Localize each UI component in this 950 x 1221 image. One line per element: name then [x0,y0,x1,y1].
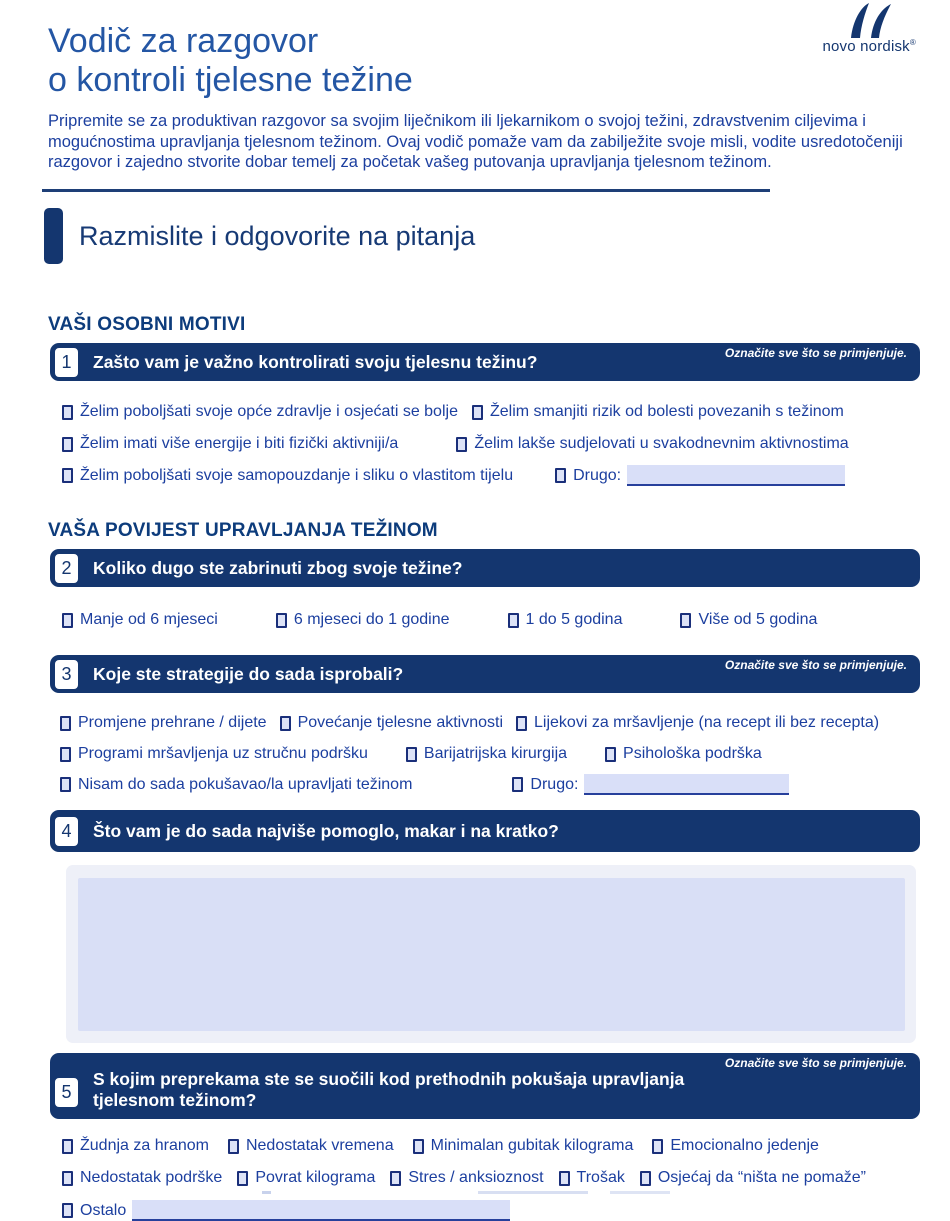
checkbox-icon[interactable] [60,716,71,731]
checkbox-icon[interactable] [559,1171,570,1186]
cutoff-artifact [478,1191,588,1194]
q5-options-row-2 [62,1169,930,1187]
novo-nordisk-logo [822,22,916,55]
q2-option-more-5-years[interactable]: Više od 5 godina [680,611,817,629]
section-accent-bar [44,208,63,264]
q1-option-more-energy[interactable]: Želim imati više energije i biti fizički aktivniji/a [62,435,398,453]
page-title [48,22,950,101]
q5-other-input[interactable] [132,1200,510,1221]
intro-paragraph: Pripremite se za produktivan razgovor sa svojim liječnikom ili ljekarnikom o svojoj težini, zdravstvenim ciljevima i mogućnostima upravljanja tjelesnom težinom. Ovaj vodič pomaže vam da zabilježite svoje misli, vodite usredotočeniji razgovor i zajedno stvorite dobar temelj za početak vašeg putovanja upravljanja tjelesnom težinom. [48,111,903,172]
q5-option-food-cravings[interactable]: Žudnja za hranom [62,1137,209,1155]
title-line-2: o kontroli tjelesne težine [48,61,413,100]
checkbox-icon[interactable] [276,613,287,628]
q1-other-input[interactable] [627,465,845,486]
checkbox-icon[interactable] [280,716,291,731]
question-1-text: Zašto vam je važno kontrolirati svoju tjelesnu težinu? [93,351,538,372]
q3-options-row-1 [60,714,930,732]
q1-option-general-health[interactable]: Želim poboljšati svoje opće zdravlje i osjećati se bolje [62,403,458,421]
q1-option-self-confidence[interactable]: Želim poboljšati svoje samopouzdanje i sliku o vlastitom tijelu [62,467,513,485]
question-4-text: Što vam je do sada najviše pomoglo, makar i na kratko? [93,820,559,841]
q5-option-emotional-eating[interactable]: Emocionalno jedenje [652,1137,819,1155]
question-1-apply-note: Označite sve što se primjenjuje. [724,346,907,361]
cutoff-artifact [610,1191,670,1194]
checkbox-icon[interactable] [413,1139,424,1154]
checkbox-icon[interactable] [62,1171,73,1186]
q1-options-row-2 [62,435,930,453]
q5-option-cost[interactable]: Trošak [559,1169,625,1187]
question-3-banner [50,655,920,693]
q5-option-nothing-helps[interactable]: Osjećaj da “ništa ne pomaže” [640,1169,866,1187]
question-5-number: 5 [53,1076,80,1109]
checkbox-icon[interactable] [62,1139,73,1154]
question-2-text: Koliko dugo ste zabrinuti zbog svoje težine? [93,557,463,578]
checkbox-icon[interactable] [472,405,483,420]
q3-options-row-3 [60,774,930,795]
question-3-text: Koje ste strategije do sada isprobali? [93,663,404,684]
checkbox-icon[interactable] [60,747,71,762]
checkbox-icon[interactable] [228,1139,239,1154]
checkbox-icon[interactable] [516,716,527,731]
q1-option-other[interactable]: Drugo: [555,465,845,486]
question-4-number: 4 [53,815,80,848]
divider-line [42,189,770,192]
apis-bull-icon [822,22,916,38]
checkbox-icon[interactable] [640,1171,651,1186]
question-5-apply-note: Označite sve što se primjenjuje. [724,1056,907,1071]
checkbox-icon[interactable] [652,1139,663,1154]
question-2-number: 2 [53,552,80,585]
q3-option-diet-changes[interactable]: Promjene prehrane / dijete [60,714,267,732]
checkbox-icon[interactable] [406,747,417,762]
question-1-banner [50,343,920,381]
q5-option-stress-anxiety[interactable]: Stres / anksioznost [390,1169,543,1187]
q4-answer-textarea[interactable] [78,878,905,1031]
q1-option-daily-activities[interactable]: Želim lakše sudjelovati u svakodnevnim aktivnostima [456,435,848,453]
checkbox-icon[interactable] [605,747,616,762]
q3-other-input[interactable] [584,774,789,795]
q2-option-less-6-months[interactable]: Manje od 6 mjeseci [62,611,218,629]
q3-option-professional-programs[interactable]: Programi mršavljenja uz stručnu podršku [60,745,368,763]
group-label-weight-history: VAŠA POVIJEST UPRAVLJANJA TEŽINOM [48,520,438,542]
question-4-banner [50,810,920,852]
logo-wordmark: novo nordisk® [822,38,916,55]
question-5-banner [50,1053,920,1119]
q3-option-psychological-support[interactable]: Psihološka podrška [605,745,762,763]
checkbox-icon[interactable] [456,437,467,452]
conversation-guide-page [0,22,950,1219]
section-title: Razmislite i odgovorite na pitanja [79,220,476,251]
q3-option-physical-activity[interactable]: Povećanje tjelesne aktivnosti [280,714,503,732]
question-3-number: 3 [53,658,80,691]
q1-option-reduce-risk[interactable]: Želim smanjiti rizik od bolesti povezanih s težinom [472,403,844,421]
q5-option-lack-of-support[interactable]: Nedostatak podrške [62,1169,222,1187]
q5-option-minimal-weight-loss[interactable]: Minimalan gubitak kilograma [413,1137,634,1155]
q5-option-lack-of-time[interactable]: Nedostatak vremena [228,1137,394,1155]
group-label-personal-motives: VAŠI OSOBNI MOTIVI [48,314,246,336]
cutoff-artifact [262,1191,271,1194]
checkbox-icon[interactable] [237,1171,248,1186]
q5-options-row-3 [62,1200,930,1221]
q3-option-other[interactable]: Drugo: [512,774,789,795]
q5-option-other[interactable]: Ostalo [62,1200,510,1221]
q1-options-row-1 [62,403,930,421]
checkbox-icon[interactable] [555,468,566,483]
checkbox-icon[interactable] [62,437,73,452]
q4-answer-container [66,865,916,1043]
registered-mark: ® [909,38,916,47]
q3-option-bariatric-surgery[interactable]: Barijatrijska kirurgija [406,745,567,763]
title-line-1: Vodič za razgovor [48,22,319,60]
section-header [44,208,950,264]
checkbox-icon[interactable] [62,405,73,420]
checkbox-icon[interactable] [62,613,73,628]
q2-option-6m-1y[interactable]: 6 mjeseci do 1 godine [276,611,450,629]
q5-option-weight-regain[interactable]: Povrat kilograma [237,1169,375,1187]
checkbox-icon[interactable] [680,613,691,628]
q2-option-1-5-years[interactable]: 1 do 5 godina [508,611,623,629]
question-1-number: 1 [53,346,80,379]
q3-options-row-2 [60,745,930,763]
question-2-banner [50,549,920,587]
checkbox-icon[interactable] [508,613,519,628]
checkbox-icon[interactable] [62,468,73,483]
checkbox-icon[interactable] [62,1203,73,1218]
q1-options-row-3 [62,465,930,486]
checkbox-icon[interactable] [60,777,71,792]
question-3-apply-note: Označite sve što se primjenjuje. [724,658,907,673]
q2-options-row [62,611,930,629]
checkbox-icon[interactable] [512,777,523,792]
q3-option-never-tried[interactable]: Nisam do sada pokušavao/la upravljati težinom [60,776,412,794]
q5-options-row-1 [62,1137,930,1155]
question-5-text: S kojim preprekama ste se suočili kod prethodnih pokušaja upravljanja tjelesnom težinom? [93,1069,685,1111]
checkbox-icon[interactable] [390,1171,401,1186]
q3-option-medication[interactable]: Lijekovi za mršavljenje (na recept ili bez recepta) [516,714,879,732]
